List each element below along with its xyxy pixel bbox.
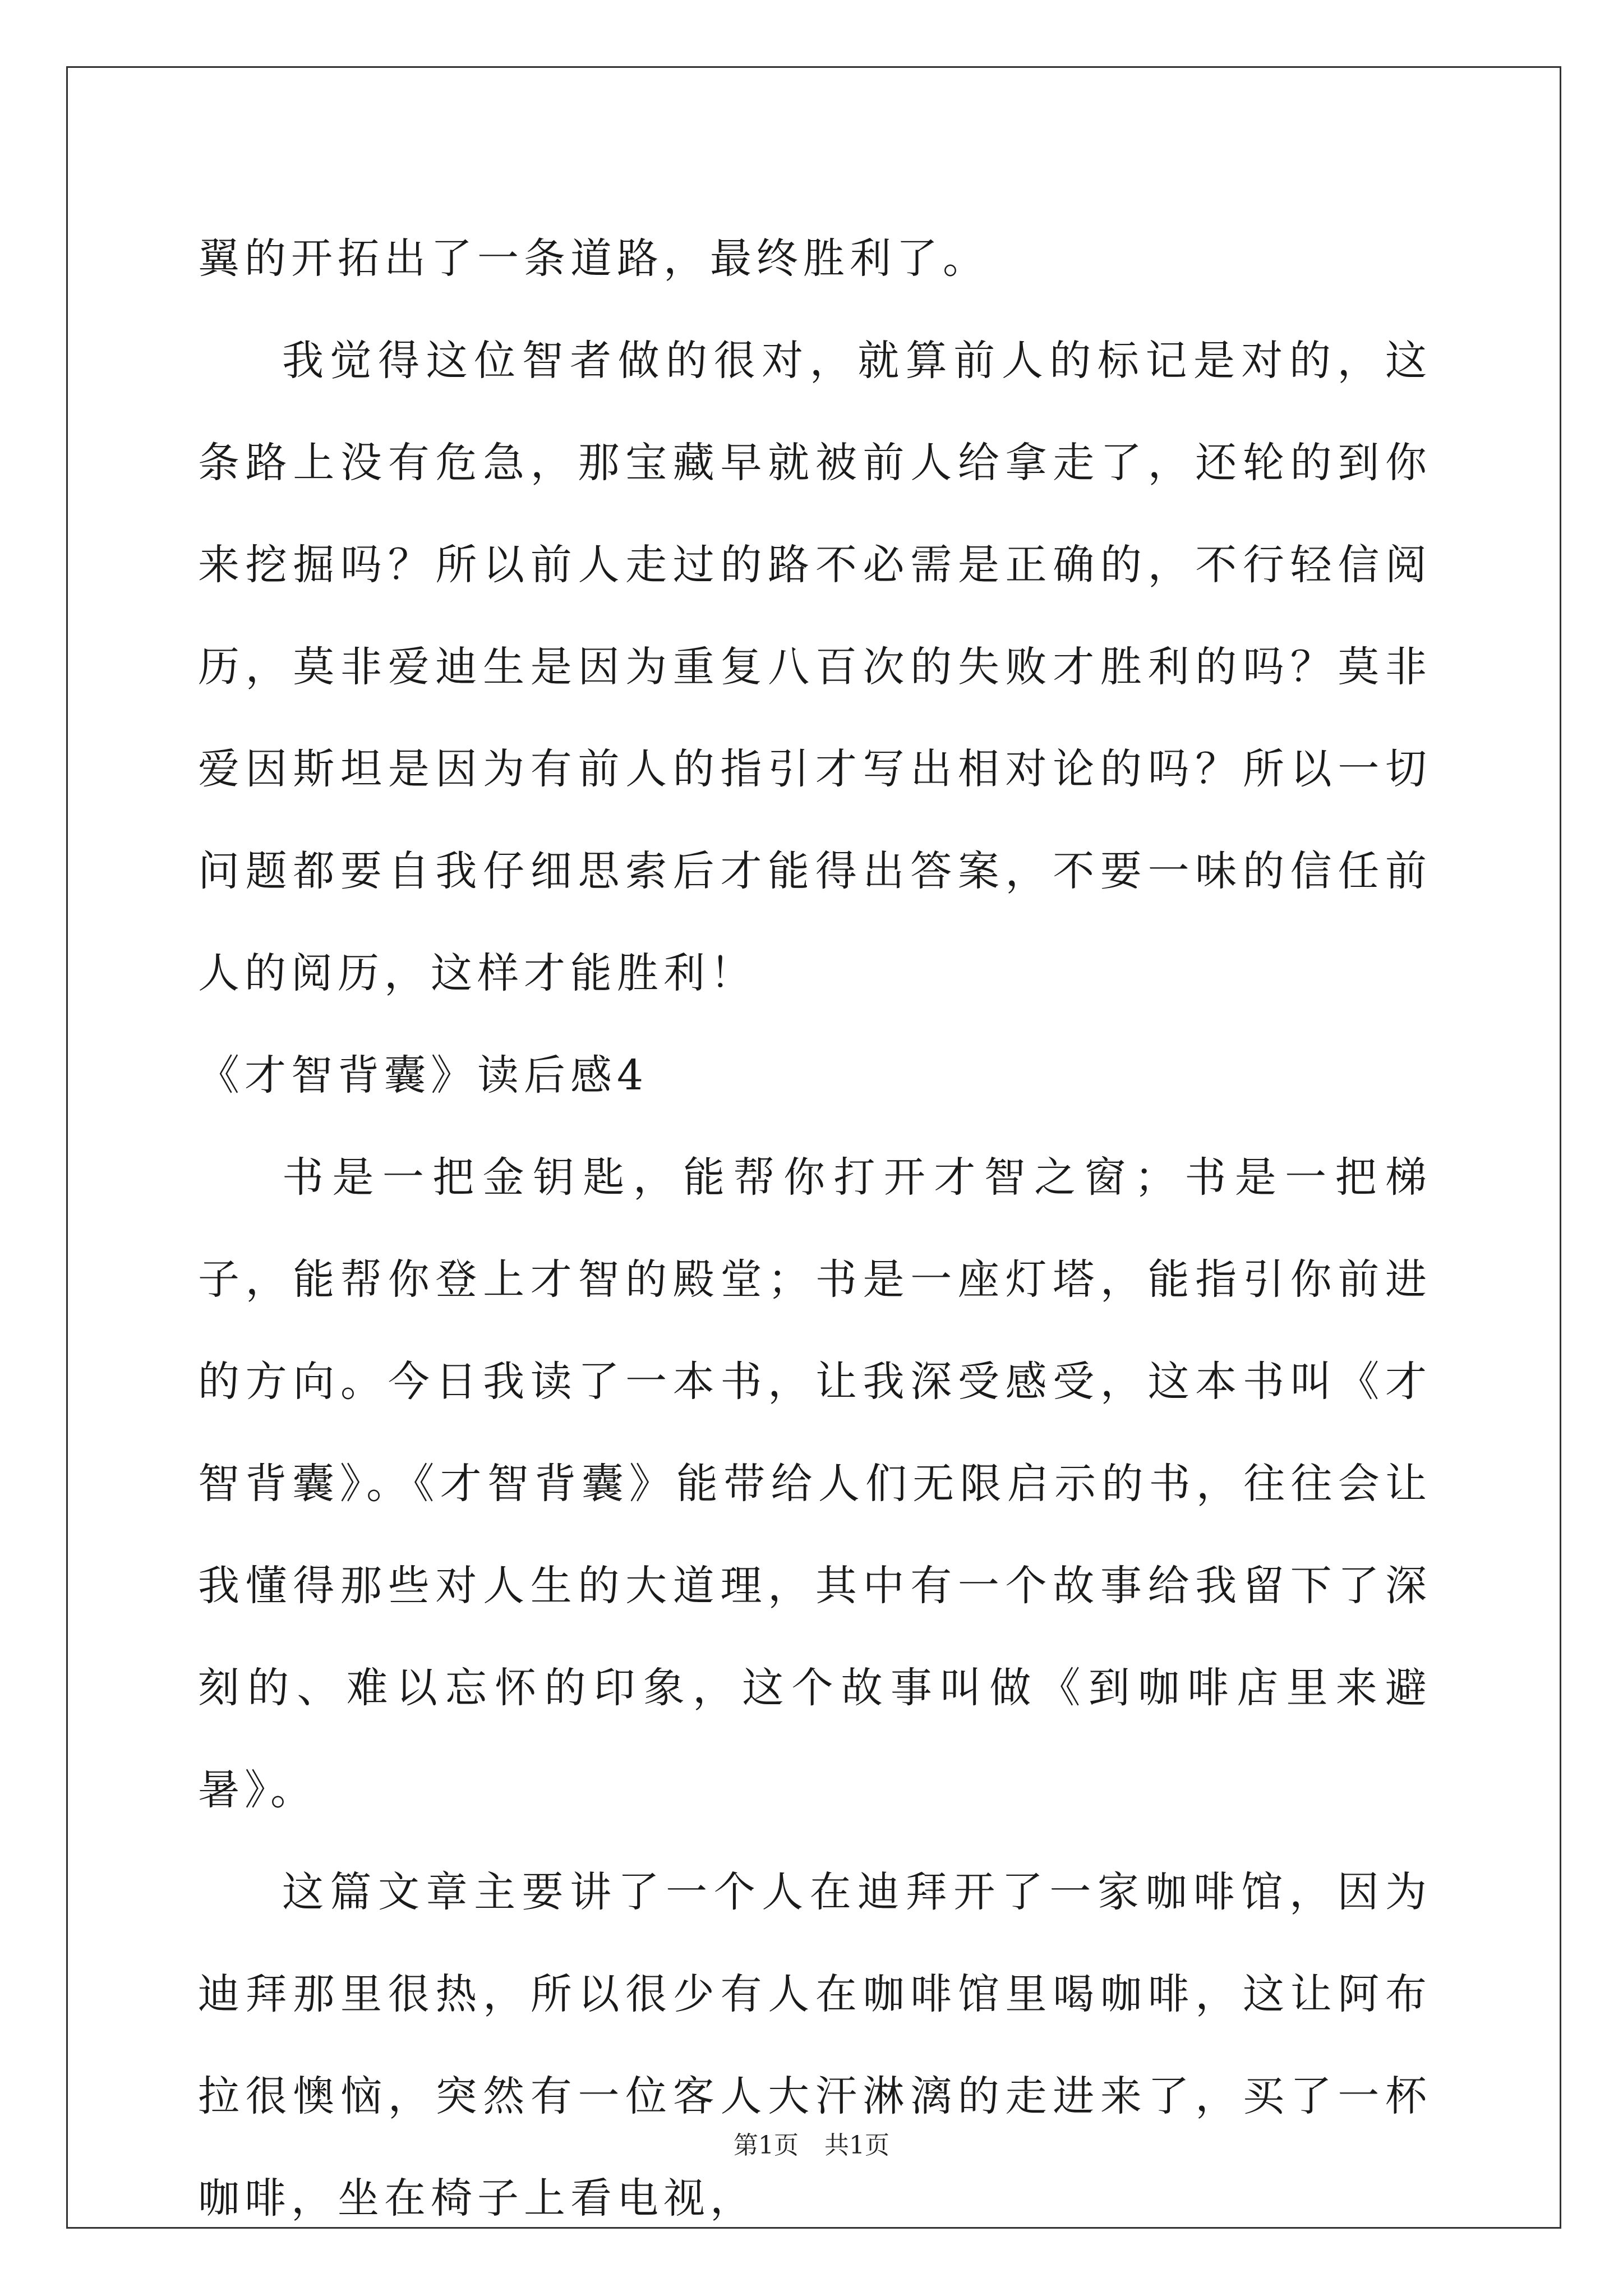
document-body [198, 208, 1432, 2249]
page-number: 第1页 [734, 2131, 799, 2160]
paragraph-reflection: 我觉得这位智者做的很对，就算前人的标记是对的，这条路上没有危急，那宝藏早就被前人给拿走了，还轮的到你来挖掘吗？所以前人走过的路不必需是正确的，不行轻信阅历，莫非爱迪生是因为重复八百次的失败才胜利的吗？莫非爱因斯坦是因为有前人的指引才写出相对论的吗？所以一切问题都要自我仔细思索后才能得出答案，不要一味的信任前人的阅历，这样才能胜利！ [198, 337, 1432, 997]
paragraph-book-intro: 书是一把金钥匙，能帮你打开才智之窗；书是一把梯子，能帮你登上才智的殿堂；书是一座灯塔，能指引你前进的方向。今日我读了一本书，让我深受感受，这本书叫《才智背囊》。《才智背囊》能带给人们无限启示的书，往往会让我懂得那些对人生的大道理，其中有一个故事给我留下了深刻的、难以忘怀的印象，这个故事叫做《到咖啡店里来避暑》。 [198, 1153, 1432, 1814]
page-footer [0, 2129, 1623, 2162]
paragraph-story-summary: 这篇文章主要讲了一个人在迪拜开了一家咖啡馆，因为迪拜那里很热，所以很少有人在咖啡馆里喝咖啡，这让阿布拉很懊恼，突然有一位客人大汗淋漓的走进来了，买了一杯咖啡，坐在椅子上看电视， [198, 1868, 1432, 2223]
page-total: 共1页 [824, 2131, 889, 2160]
paragraph-continuation: 翼的开拓出了一条道路，最终胜利了。 [198, 234, 989, 283]
section-heading: 《才智背囊》读后感4 [198, 1051, 649, 1099]
